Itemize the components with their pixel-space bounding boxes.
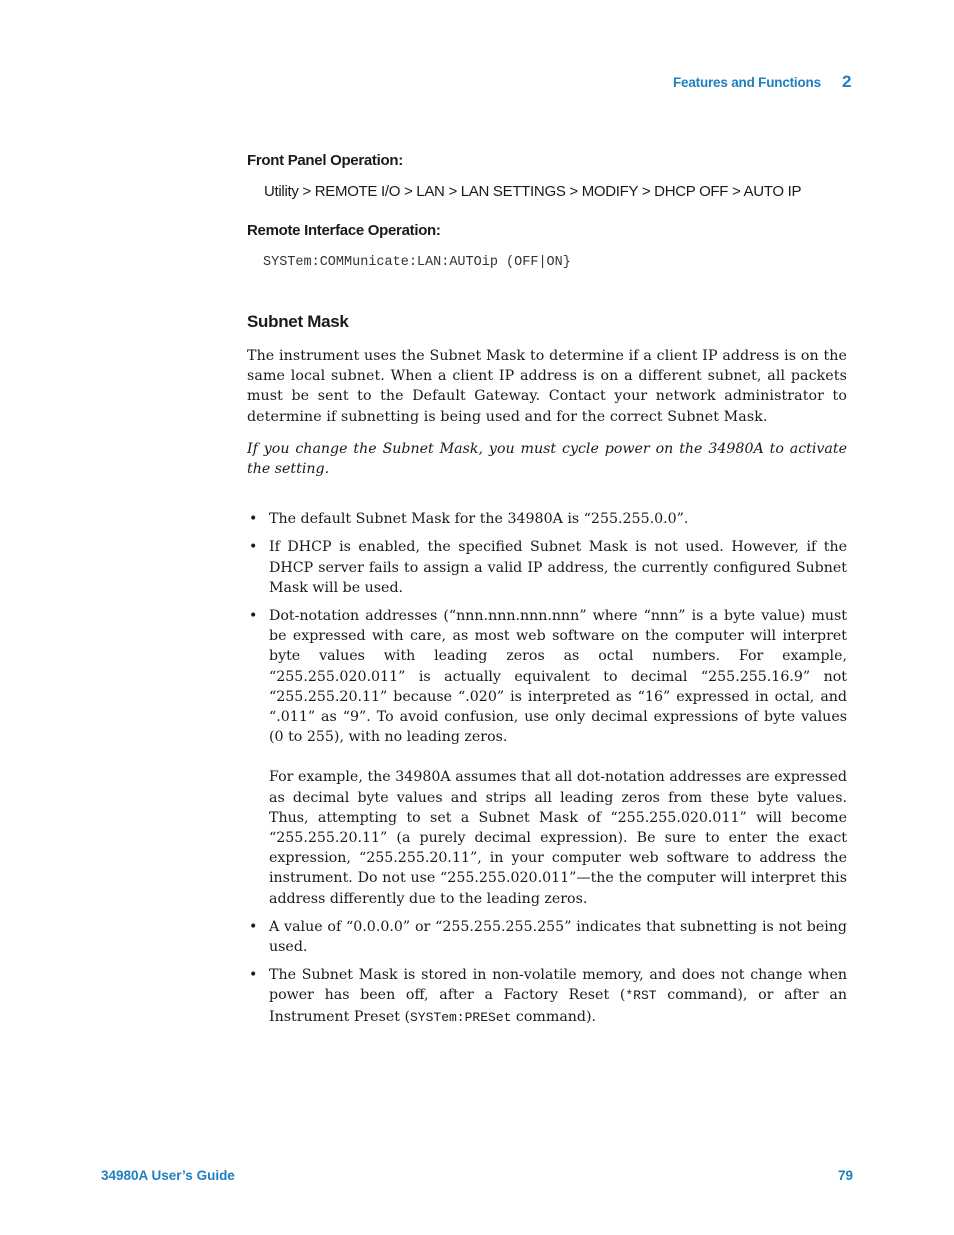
- list-item-continuation: For example, the 34980A assumes that all dot-notation addresses are expressed as decimal byte values and strips all leading zeros from these byte values. Thus, attempting to set a Subnet Mask of “255.255.020.011” will become “255.255.20.11” (a purely decimal expression). Be sure to enter the exact expression, “255.255.20.11”, in your computer web software to address the instrument. Do not use “255.255.020.011”—the the computer will interpret this address differently due to the leading zeros.: [269, 769, 847, 907]
- last-bullet-text-1: The Subnet Mask is stored in non-volatile memory, and does not change when power has been off, after a Factory Reset (: [269, 967, 847, 1004]
- remote-interface-label: Remote Interface Operation:: [247, 222, 441, 239]
- preset-command: SYSTem:PRESet: [410, 1009, 512, 1025]
- page-number: 79: [838, 1168, 854, 1183]
- front-panel-path: Utility > REMOTE I/O > LAN > LAN SETTINGS > MODIFY > DHCP OFF > AUTO IP: [264, 183, 802, 200]
- last-bullet-text-2: command), or after an Instrument Preset (: [269, 987, 847, 1025]
- section-title: Subnet Mask: [247, 312, 349, 331]
- intro-paragraph: The instrument uses the Subnet Mask to determine if a client IP address is on the same local subnet. When a client IP address is on a different subnet, all packets must be sent to the Default Gateway. Contact your network administrator to determine if subnetting is being used and for the correct Subnet Mask.: [247, 348, 847, 425]
- list-item: • A value of “0.0.0.0” or “255.255.255.255” indicates that subnetting is not being used.: [247, 917, 847, 957]
- page-content: [247, 152, 847, 1036]
- list-item: • The default Subnet Mask for the 34980A is “255.255.0.0”.: [247, 509, 847, 529]
- list-item: • If DHCP is enabled, the specified Subnet Mask is not used. However, if the DHCP server fails to assign a valid IP address, the currently configured Subnet Mask will be used.: [247, 537, 847, 598]
- list-item: • Dot-notation addresses (“nnn.nnn.nnn.nnn” where “nnn” is a byte value) must be expressed with care, as most web software on the computer will interpret byte values with leading zeros as octal numbers. For example, “255.255.020.011” is actually equivalent to decimal “255.255.16.9” not “255.255.20.11” because “.020” is interpreted as “16” expressed in octal, and “.011” as “9”. To avoid confusion, use only decimal expressions of byte values (0 to 255), with no leading zeros.: [247, 606, 847, 747]
- list-item: [247, 965, 847, 1028]
- bullet-list: [247, 509, 847, 1028]
- remote-command: SYSTem:COMMunicate:LAN:AUTOip (OFF|ON}: [263, 255, 571, 270]
- last-bullet-text-3: command).: [511, 1008, 597, 1025]
- front-panel-label: Front Panel Operation:: [247, 152, 403, 169]
- footer-guide-title: 34980A User’s Guide: [101, 1168, 235, 1183]
- running-header-section: Features and Functions: [673, 75, 821, 90]
- note-paragraph: If you change the Subnet Mask, you must cycle power on the 34980A to activate the setting.: [247, 440, 847, 478]
- chapter-number: 2: [842, 72, 852, 91]
- rst-command: *RST: [625, 988, 657, 1004]
